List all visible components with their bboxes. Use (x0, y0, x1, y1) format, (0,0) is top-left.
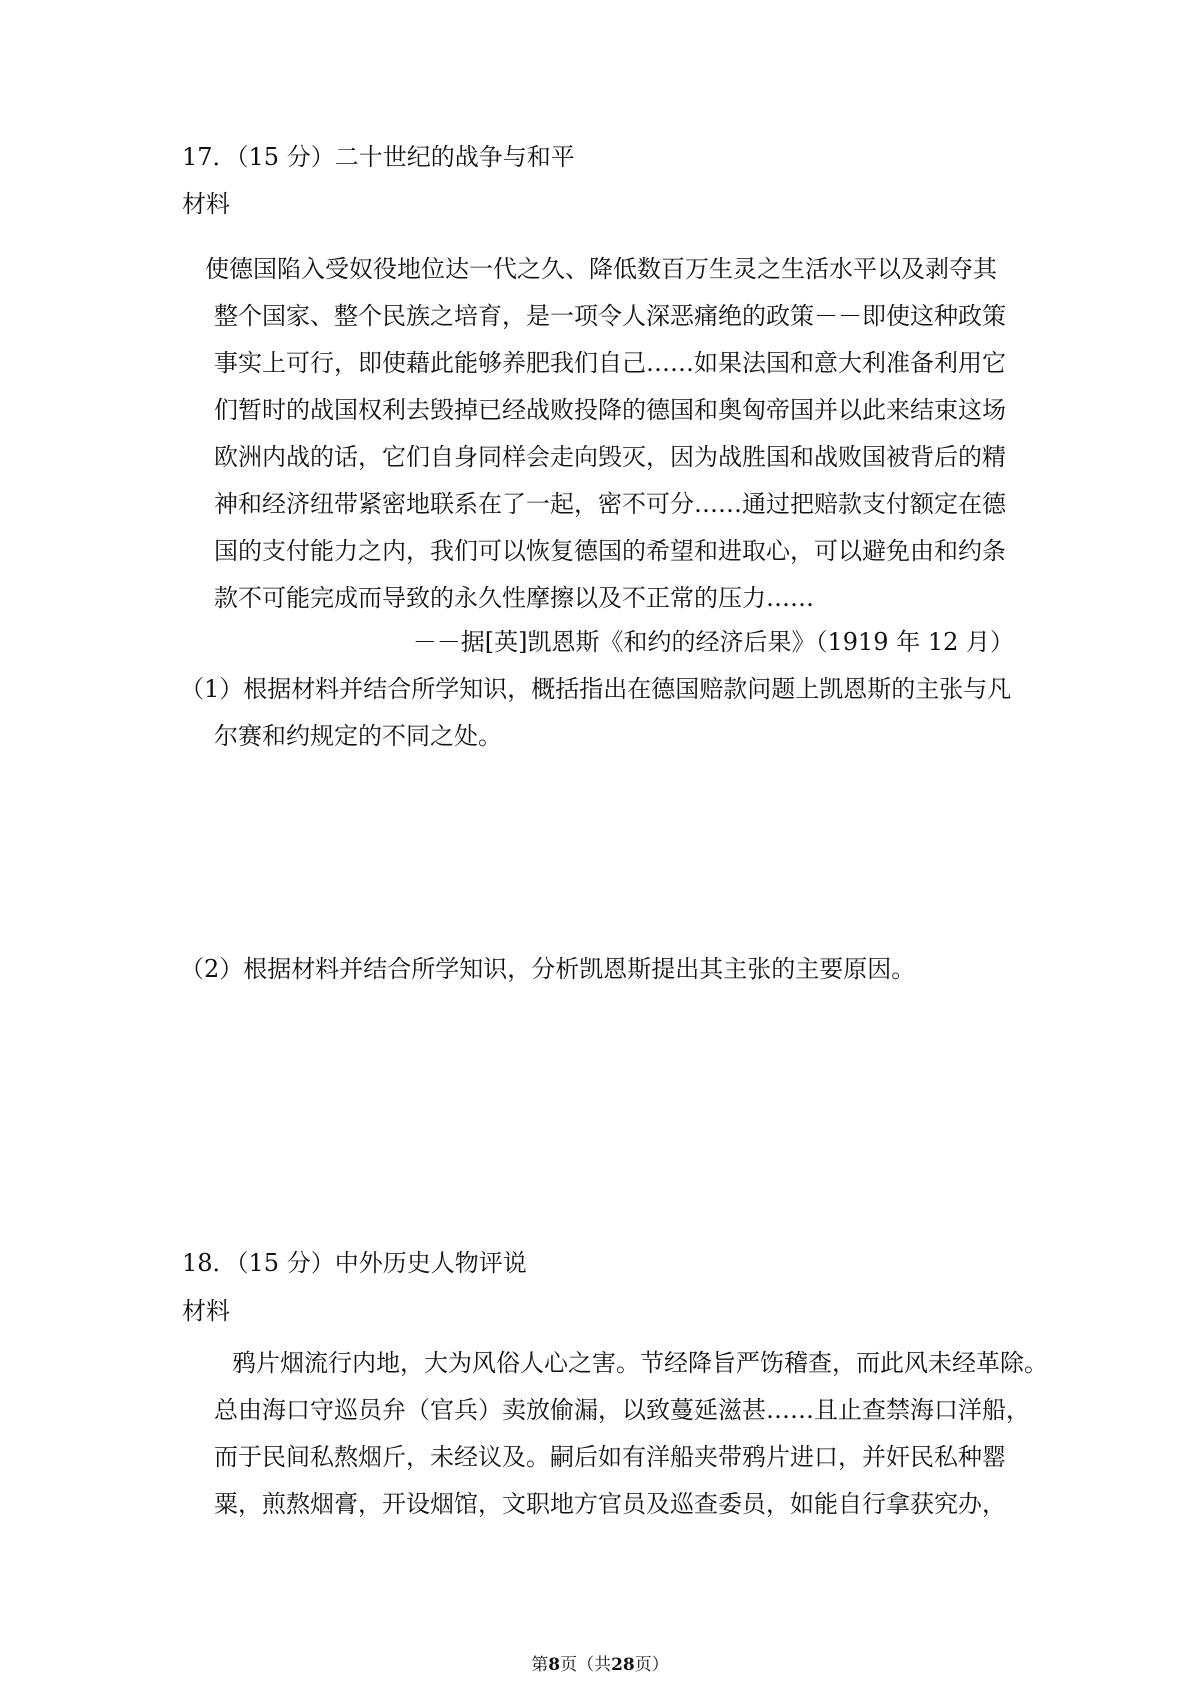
q18-material-label: 材料 (182, 1297, 230, 1325)
footer-prefix: 第 (531, 1655, 549, 1675)
q17-material-line-6: 神和经济纽带紧密地联系在了一起，密不可分……通过把赔款支付额定在德 (214, 490, 1006, 518)
q17-material-line-8: 款不可能完成而导致的永久性摩擦以及不正常的压力…… (214, 584, 814, 612)
footer-suffix: 页） (634, 1655, 669, 1675)
q17-attribution: －－据[英]凯恩斯《和约的经济后果》（1919 年 12 月） (412, 628, 1014, 656)
q17-material-label: 材料 (182, 190, 230, 218)
q18-title: 18．（15 分）中外历史人物评说 (182, 1249, 527, 1277)
q18-material-line-3: 而于民间私熬烟斤，未经议及。嗣后如有洋船夹带鸦片进口，并奸民私种罂 (214, 1443, 1006, 1471)
q17-material-line-2: 整个国家、整个民族之培育，是一项令人深恶痛绝的政策－－即使这种政策 (214, 302, 1006, 330)
q17-subquestion-2: （2）根据材料并结合所学知识，分析凯恩斯提出其主张的主要原因。 (180, 955, 916, 983)
q18-material-line-2: 总由海口守巡员弁（官兵）卖放偷漏，以致蔓延滋甚……且止查禁海口洋船， (214, 1396, 1030, 1424)
q18-material-line-4: 粟，煎熬烟膏，开设烟馆，文职地方官员及巡查委员，如能自行拿获究办， (214, 1490, 1006, 1518)
q17-material-line-5: 欧洲内战的话，它们自身同样会走向毁灭，因为战胜国和战败国被背后的精 (214, 443, 1006, 471)
q17-subquestion-1-line-1: （1）根据材料并结合所学知识，概括指出在德国赔款问题上凯恩斯的主张与凡 (180, 675, 1012, 703)
q18-material-line-1: 鸦片烟流行内地，大为风俗人心之害。节经降旨严饬稽查，而此风未经革除。 (232, 1349, 1048, 1377)
footer-middle: 页（共 (560, 1655, 612, 1675)
page-footer (0, 1654, 1200, 1676)
q17-material-line-1: 使德国陷入受奴役地位达一代之久、降低数百万生灵之生活水平以及剥夺其 (205, 255, 997, 283)
footer-page-number: 8 (548, 1655, 561, 1675)
q17-material-line-3: 事实上可行，即使藉此能够养肥我们自己……如果法国和意大利准备利用它 (214, 349, 1006, 377)
footer-total-pages: 28 (611, 1655, 635, 1675)
q17-title: 17．（15 分）二十世纪的战争与和平 (182, 143, 575, 171)
q17-material-line-4: 们暂时的战国权利去毁掉已经战败投降的德国和奥匈帝国并以此来结束这场 (214, 396, 1006, 424)
q17-subquestion-1-line-2: 尔赛和约规定的不同之处。 (214, 722, 502, 750)
q17-material-line-7: 国的支付能力之内，我们可以恢复德国的希望和进取心，可以避免由和约条 (214, 537, 1006, 565)
